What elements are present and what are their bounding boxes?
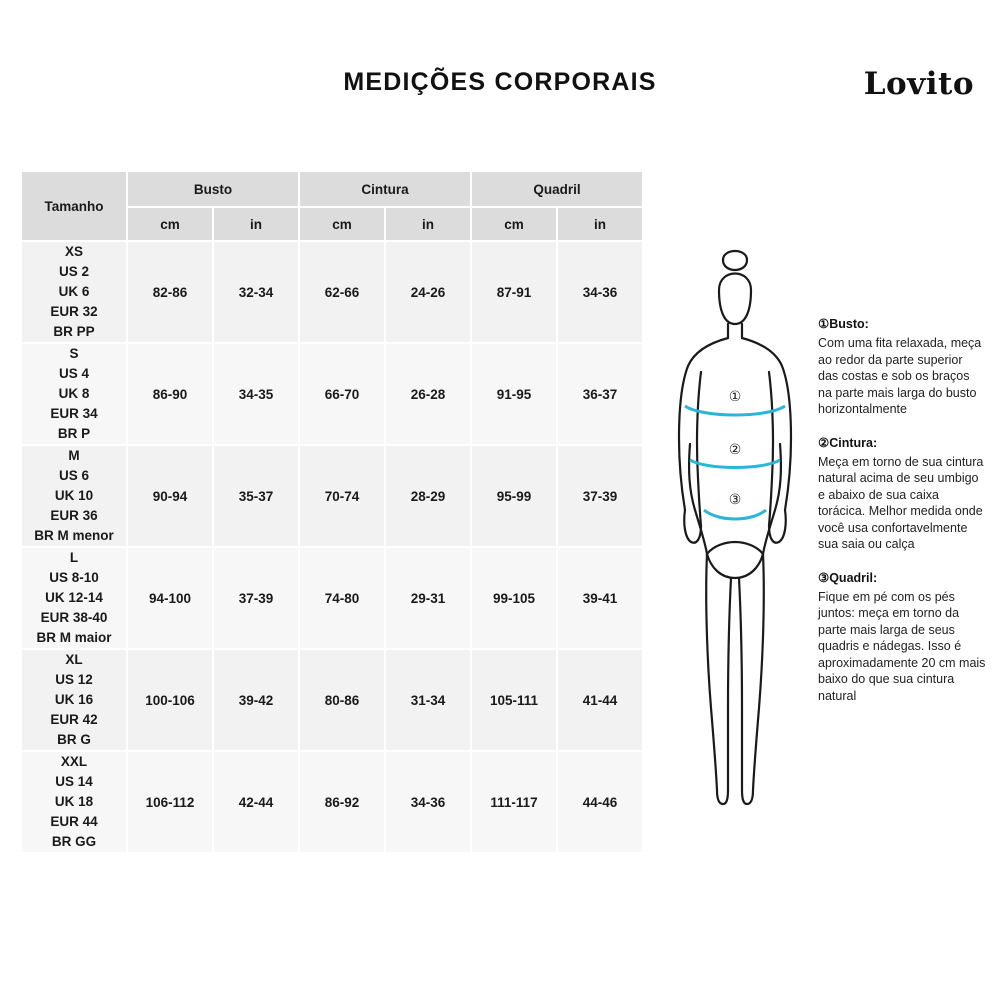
size-line: UK 8: [58, 386, 90, 401]
cell-bust-in: 34-35: [213, 343, 299, 445]
cell-waist-in: 31-34: [385, 649, 471, 751]
measurement-instructions: [818, 316, 986, 721]
table-row: [21, 241, 643, 343]
cell-bust-in: 35-37: [213, 445, 299, 547]
cell-waist-in: 29-31: [385, 547, 471, 649]
cell-hip-in: 39-41: [557, 547, 643, 649]
waist-measure-line: [690, 460, 780, 468]
header-bust-cm: cm: [127, 207, 213, 241]
marker-waist: ②: [728, 442, 742, 458]
cell-waist-cm: 66-70: [299, 343, 385, 445]
cell-size: [21, 445, 127, 547]
cell-hip-cm: 111-117: [471, 751, 557, 853]
size-line: L: [69, 550, 79, 565]
size-line: US 2: [58, 264, 89, 279]
size-line: US 4: [58, 366, 89, 381]
cell-bust-cm: 86-90: [127, 343, 213, 445]
size-line: UK 18: [54, 794, 94, 809]
cell-hip-cm: 99-105: [471, 547, 557, 649]
header-waist-in: in: [385, 207, 471, 241]
table-header-group-row: [21, 171, 643, 207]
size-line: S: [69, 346, 79, 361]
cell-size: [21, 241, 127, 343]
cell-size: [21, 547, 127, 649]
size-line: US 8-10: [49, 570, 99, 585]
table-row: [21, 751, 643, 853]
table-row: [21, 649, 643, 751]
size-table-container: [20, 170, 642, 854]
note-hip-body: Fique em pé com os pés juntos: meça em torno da parte mais larga de seus quadris e nádegas. Isso é aproximadamente 20 cm mais baixo do que sua cintura natural: [818, 589, 986, 703]
cell-hip-in: 44-46: [557, 751, 643, 853]
size-line: BR M menor: [34, 528, 114, 543]
size-line: XXL: [60, 754, 88, 769]
table-body: [21, 241, 643, 853]
note-bust-title: ①Busto:: [818, 317, 869, 331]
cell-size: [21, 751, 127, 853]
size-line: EUR 42: [50, 712, 98, 727]
size-line: US 6: [58, 468, 89, 483]
cell-bust-cm: 100-106: [127, 649, 213, 751]
marker-hip: ③: [728, 492, 742, 508]
size-line: BR M maior: [36, 630, 112, 645]
cell-hip-cm: 95-99: [471, 445, 557, 547]
size-line: BR G: [57, 732, 91, 747]
note-waist-body: Meça em torno de sua cintura natural acima de seu umbigo e abaixo de sua caixa torácica. Melhor medida onde você usa confortavelmente sua saia ou calça: [818, 454, 984, 551]
cell-hip-in: 37-39: [557, 445, 643, 547]
size-line: XL: [65, 652, 83, 667]
cell-bust-in: 42-44: [213, 751, 299, 853]
cell-hip-in: 34-36: [557, 241, 643, 343]
bust-measure-line: [685, 406, 785, 415]
cell-waist-cm: 80-86: [299, 649, 385, 751]
female-body-icon: [655, 238, 815, 818]
note-waist-title: ②Cintura:: [818, 435, 878, 450]
cell-size: [21, 343, 127, 445]
cell-waist-cm: 86-92: [299, 751, 385, 853]
cell-bust-cm: 94-100: [127, 547, 213, 649]
cell-bust-cm: 106-112: [127, 751, 213, 853]
note-waist: [818, 435, 986, 553]
cell-bust-in: 37-39: [213, 547, 299, 649]
body-figure-illustration: [655, 238, 815, 818]
cell-bust-in: 39-42: [213, 649, 299, 751]
size-line: BR PP: [53, 324, 95, 339]
cell-hip-cm: 91-95: [471, 343, 557, 445]
size-line: UK 10: [54, 488, 94, 503]
note-hip-title: ③Quadril:: [818, 570, 878, 585]
size-line: EUR 38-40: [40, 610, 108, 625]
size-line: UK 16: [54, 692, 94, 707]
cell-bust-cm: 90-94: [127, 445, 213, 547]
cell-waist-cm: 70-74: [299, 445, 385, 547]
note-bust-body: Com uma fita relaxada, meça ao redor da parte superior das costas e sob os braços na parte mais larga do busto horizontalmente: [818, 336, 982, 416]
cell-hip-in: 41-44: [557, 649, 643, 751]
header-group-bust: Busto: [127, 171, 299, 207]
header-bust-in: in: [213, 207, 299, 241]
size-line: UK 12-14: [45, 590, 103, 605]
table-row: [21, 445, 643, 547]
size-line: US 14: [55, 774, 93, 789]
size-line: EUR 44: [50, 814, 98, 829]
size-line: M: [68, 448, 80, 463]
size-line: XS: [64, 244, 83, 259]
cell-waist-cm: 74-80: [299, 547, 385, 649]
note-bust: [818, 316, 986, 418]
size-line: EUR 32: [50, 304, 98, 319]
cell-size: [21, 649, 127, 751]
brand-logo: Lovito: [863, 66, 974, 102]
size-table: [20, 170, 644, 854]
cell-waist-cm: 62-66: [299, 241, 385, 343]
header-hip-in: in: [557, 207, 643, 241]
size-line: EUR 34: [50, 406, 98, 421]
page-title: MEDIÇÕES CORPORAIS: [343, 68, 657, 96]
cell-waist-in: 26-28: [385, 343, 471, 445]
size-line: BR GG: [51, 834, 97, 849]
size-line: UK 6: [58, 284, 90, 299]
header-hip-cm: cm: [471, 207, 557, 241]
note-hip: [818, 570, 986, 705]
size-line: EUR 36: [50, 508, 98, 523]
table-row: [21, 343, 643, 445]
table-head: [21, 171, 643, 241]
cell-bust-cm: 82-86: [127, 241, 213, 343]
marker-bust: ①: [728, 389, 742, 405]
cell-waist-in: 28-29: [385, 445, 471, 547]
size-line: BR P: [57, 426, 91, 441]
cell-hip-cm: 87-91: [471, 241, 557, 343]
header-group-waist: Cintura: [299, 171, 471, 207]
table-row: [21, 547, 643, 649]
cell-waist-in: 34-36: [385, 751, 471, 853]
cell-hip-in: 36-37: [557, 343, 643, 445]
header-waist-cm: cm: [299, 207, 385, 241]
header-size: Tamanho: [21, 171, 127, 241]
cell-bust-in: 32-34: [213, 241, 299, 343]
size-line: US 12: [55, 672, 93, 687]
cell-hip-cm: 105-111: [471, 649, 557, 751]
cell-waist-in: 24-26: [385, 241, 471, 343]
header-group-hip: Quadril: [471, 171, 643, 207]
hip-measure-line: [704, 510, 766, 519]
